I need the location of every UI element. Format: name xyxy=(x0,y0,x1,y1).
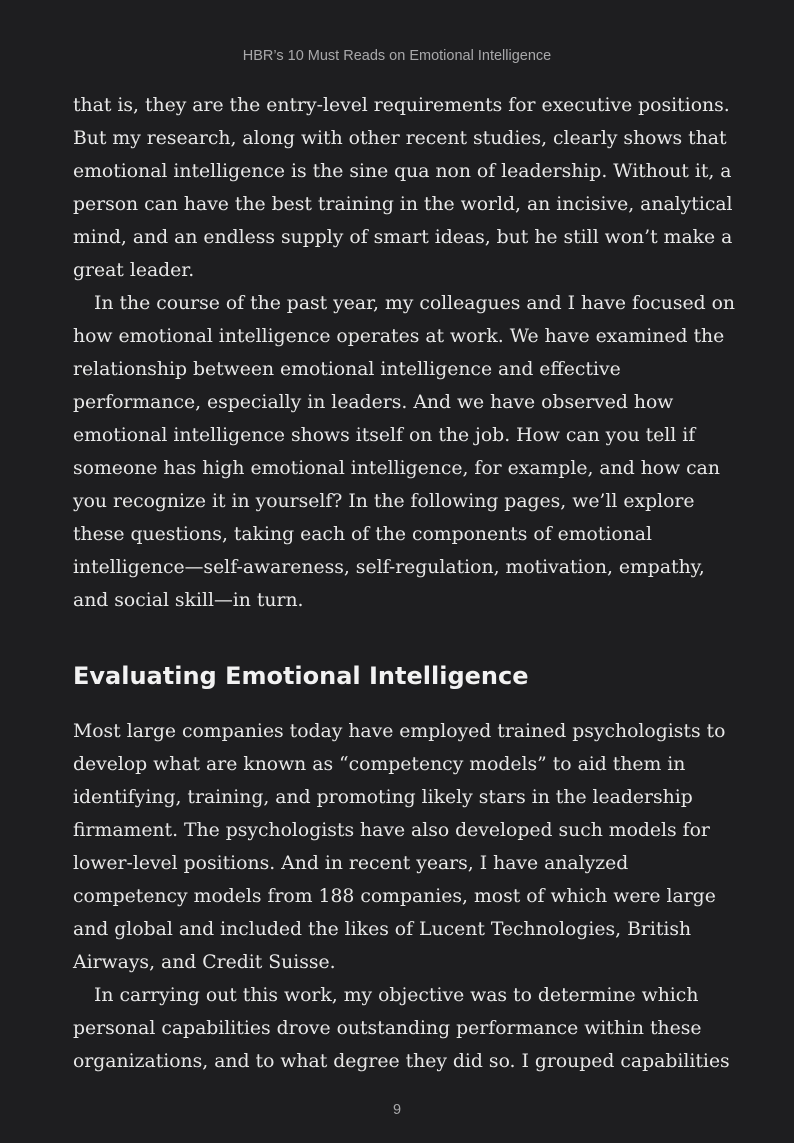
text-line: you recognize it in yourself? In the following pages, we’ll explore xyxy=(73,491,695,512)
text-line: intelligence—self-awareness, self-regulation, motivation, empathy, xyxy=(73,557,705,578)
text-line: someone has high emotional intelligence, for example, and how can xyxy=(73,458,720,479)
page-content xyxy=(73,89,736,1078)
text-line: lower-level positions. And in recent years, I have analyzed xyxy=(73,853,629,874)
text-line: personal capabilities drove outstanding performance within these xyxy=(73,1018,702,1039)
body-paragraph-2 xyxy=(73,287,736,617)
page-number: 9 xyxy=(392,1102,402,1118)
section-spacer xyxy=(73,617,721,657)
text-line: In the course of the past year, my colleagues and I have focused on xyxy=(94,293,736,314)
text-line: and social skill—in turn. xyxy=(73,590,304,611)
running-header: HBR’s 10 Must Reads on Emotional Intelligence xyxy=(242,48,552,64)
text-line: emotional intelligence is the sine qua non of leadership. Without it, a xyxy=(73,161,732,182)
text-line: emotional intelligence shows itself on the job. How can you tell if xyxy=(73,425,696,446)
body-paragraph-3 xyxy=(73,715,726,979)
text-line: competency models from 188 companies, most of which were large xyxy=(73,886,716,907)
section-spacer xyxy=(73,696,721,715)
text-line: performance, especially in leaders. And we have observed how xyxy=(73,392,674,413)
text-line: Most large companies today have employed trained psychologists to xyxy=(73,721,726,742)
body-paragraph-1 xyxy=(73,89,733,287)
text-line: these questions, taking each of the components of emotional xyxy=(73,524,653,545)
text-line: person can have the best training in the world, an incisive, analytical xyxy=(73,194,733,215)
text-line: But my research, along with other recent studies, clearly shows that xyxy=(73,128,727,149)
text-line: great leader. xyxy=(73,260,195,281)
text-line: mind, and an endless supply of smart ideas, but he still won’t make a xyxy=(73,227,733,248)
text-line: how emotional intelligence operates at work. We have examined the xyxy=(73,326,725,347)
text-line: Airways, and Credit Suisse. xyxy=(73,952,336,973)
text-line: identifying, training, and promoting likely stars in the leadership xyxy=(73,787,693,808)
text-line: relationship between emotional intelligence and effective xyxy=(73,359,621,380)
text-line: develop what are known as “competency models” to aid them in xyxy=(73,754,686,775)
body-paragraph-4 xyxy=(73,979,730,1078)
text-line: In carrying out this work, my objective was to determine which xyxy=(94,985,699,1006)
text-line: that is, they are the entry-level requirements for executive positions. xyxy=(73,95,730,116)
text-line: organizations, and to what degree they did so. I grouped capabilities xyxy=(73,1051,730,1072)
text-line: and global and included the likes of Lucent Technologies, British xyxy=(73,919,692,940)
section-heading: Evaluating Emotional Intelligence xyxy=(73,662,529,690)
text-line: firmament. The psychologists have also developed such models for xyxy=(73,820,710,841)
